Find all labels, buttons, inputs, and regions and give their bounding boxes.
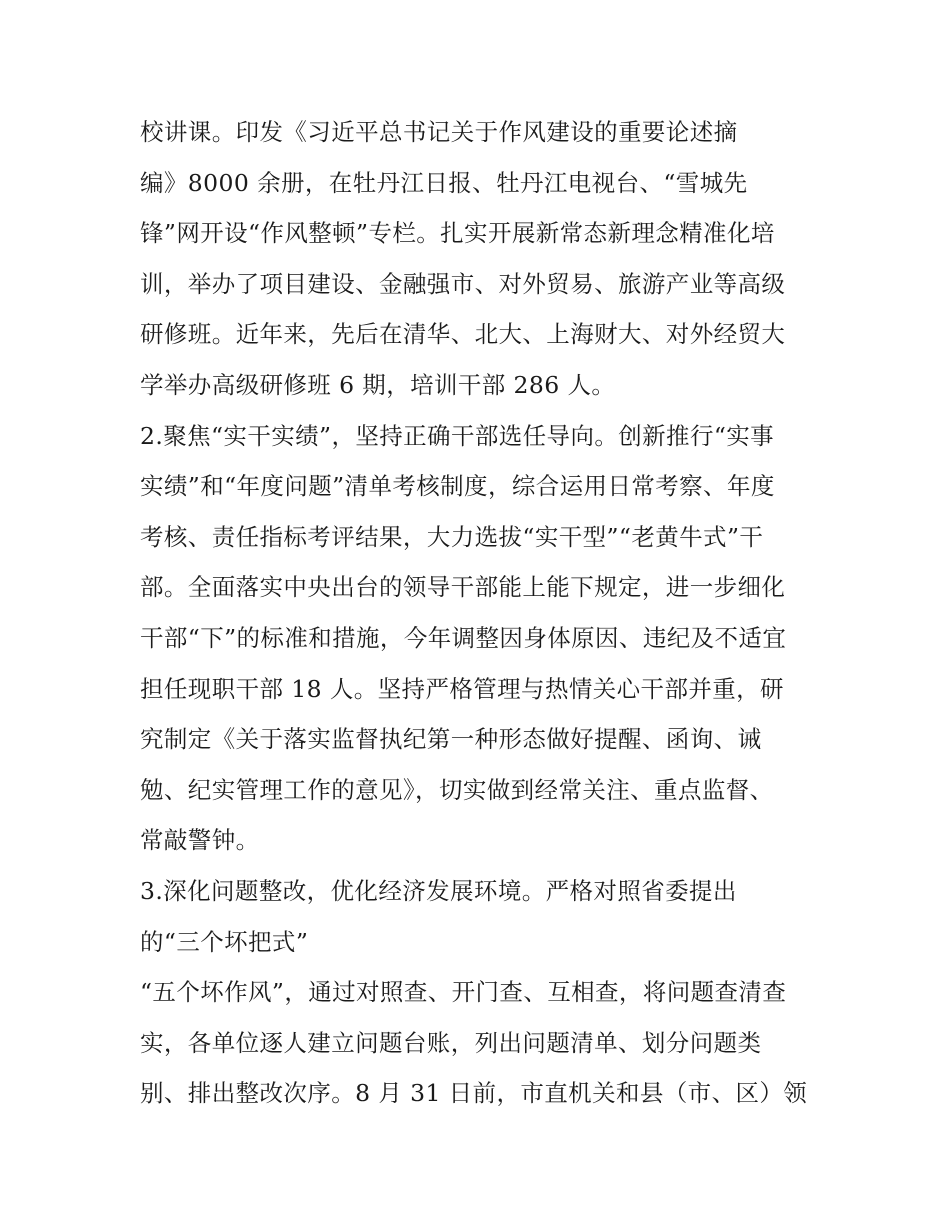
text-line: 究制定《关于落实监督执纪第一种形态做好提醒、函询、诫	[140, 725, 762, 754]
section-heading-line: 3.深化问题整改，优化经济发展环境。严格对照省委提出	[140, 876, 737, 905]
text-line: 实，各单位逐人建立问题台账，列出问题清单、划分问题类	[140, 1028, 762, 1057]
text-line: 实绩”和“年度问题”清单考核制度，综合运用日常考察、年度	[140, 472, 775, 501]
text-line: 部。全面落实中央出台的领导干部能上能下规定，进一步细化	[140, 573, 786, 602]
text-line: 考核、责任指标考评结果，大力选拔“实干型”“老黄牛式”干	[140, 522, 764, 551]
text-line: 训，举办了项目建设、金融强市、对外贸易、旅游产业等高级	[140, 269, 786, 298]
text-line: 担任现职干部 18 人。坚持严格管理与热情关心干部并重，研	[140, 674, 784, 703]
text-line: 常敲警钟。	[140, 826, 260, 855]
section-heading-line: 2.聚焦“实干实绩”，坚持正确干部选任导向。创新推行“实事	[140, 421, 775, 450]
body-text	[140, 107, 830, 1119]
text-line: 锋”网开设“作风整顿”专栏。扎实开展新常态新理念精准化培	[140, 219, 775, 248]
text-line: 校讲课。印发《习近平总书记关于作风建设的重要论述摘	[140, 118, 738, 146]
text-line: 的“三个坏把式”	[140, 927, 309, 956]
text-line: 别、排出整改次序。8 月 31 日前，市直机关和县（市、区）领	[140, 1079, 808, 1108]
text-line: 干部“下”的标准和措施，今年调整因身体原因、违纪及不适宜	[140, 623, 787, 652]
text-line: 勉、纪实管理工作的意见》，切实做到经常关注、重点监督、	[140, 775, 774, 804]
text-line: 编》8000 余册，在牡丹江日报、牡丹江电视台、“雪城先	[140, 168, 748, 197]
text-line: 学举办高级研修班 6 期，培训干部 286 人。	[140, 370, 616, 399]
text-line: “五个坏作风”，通过对照查、开门查、互相查，将问题查清查	[140, 978, 787, 1007]
text-line: 研修班。近年来，先后在清华、北大、上海财大、对外经贸大	[140, 320, 786, 349]
